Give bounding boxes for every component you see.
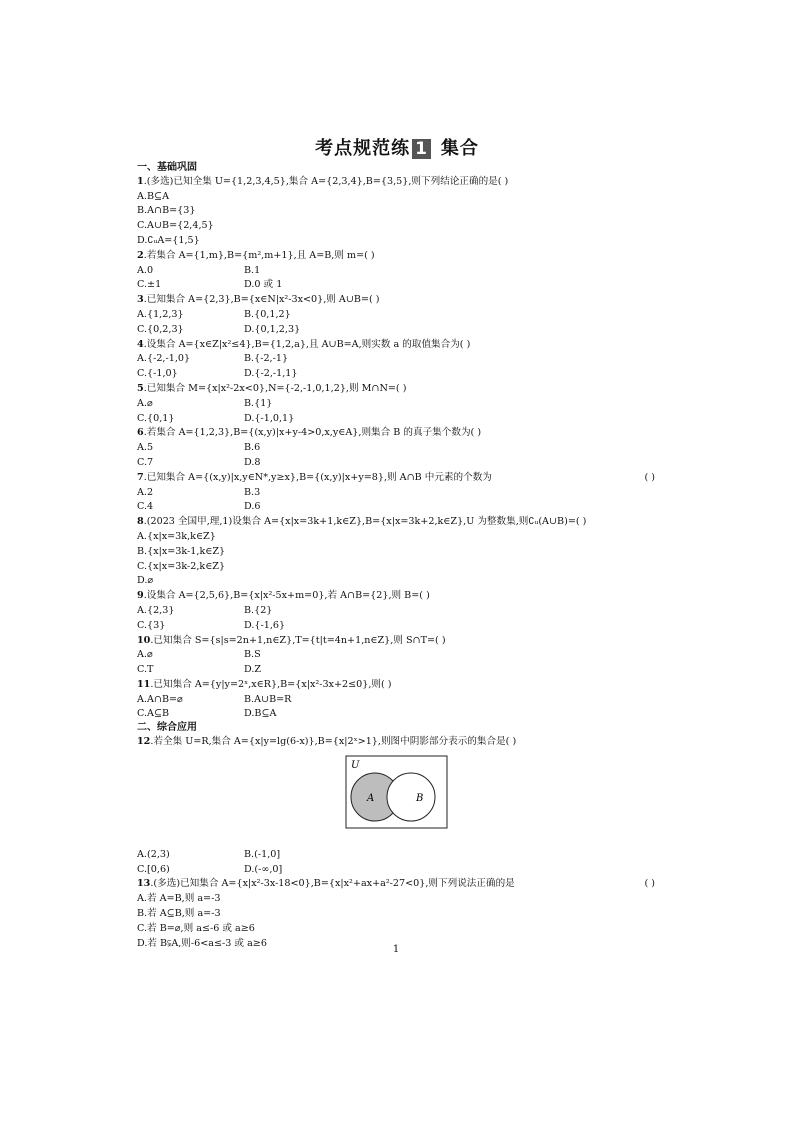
question-7: 7.已知集合 A={(x,y)|x,y∈N*,y≥x},B={(x,y)|x+y=8},则 A∩B 中元素的个数为 ( ) <box>137 471 657 486</box>
q10-options-row1 <box>137 648 657 663</box>
q8-option-b[interactable]: B.{x|x=3k-1,k∈Z} <box>137 545 226 557</box>
q6-option-a[interactable]: A.5 <box>137 442 154 454</box>
q13-option-b[interactable]: B.若 A⊆B,则 a=-3 <box>137 908 221 920</box>
section-heading-basic: 一、基础巩固 <box>137 162 197 173</box>
page-content <box>137 136 657 951</box>
q6-options-row1 <box>137 441 657 456</box>
question-1: 1.(多选)已知全集 U={1,2,3,4,5},集合 A={2,3,4},B={3,5},则下列结论正确的是( ) <box>137 175 509 187</box>
venn-diagram-container <box>137 750 657 848</box>
q1-option-c[interactable]: C.A∪B={2,4,5} <box>137 220 214 232</box>
q10-option-b[interactable]: B.S <box>244 649 261 661</box>
section-heading-comprehensive: 二、综合应用 <box>137 722 197 734</box>
q2-option-d[interactable]: D.0 或 1 <box>244 279 283 291</box>
q2-options-row2 <box>137 278 657 293</box>
q5-options-row2 <box>137 412 657 427</box>
q5-option-b[interactable]: B.{1} <box>244 397 273 409</box>
q4-option-c[interactable]: C.{-1,0} <box>137 368 178 380</box>
q7-option-d[interactable]: D.6 <box>244 501 261 513</box>
q7-option-a[interactable]: A.2 <box>137 486 154 498</box>
q12-option-d[interactable]: D.(-∞,0] <box>244 863 283 875</box>
venn-label-b: B <box>416 792 424 804</box>
question-12: 12.若全集 U=R,集合 A={x|y=lg(6-x)},B={x|2ˣ>1},则图中阴影部分表示的集合是( ) <box>137 736 517 748</box>
q5-option-d[interactable]: D.{-1,0,1} <box>244 412 295 424</box>
q9-option-a[interactable]: A.{2,3} <box>137 604 175 616</box>
q1-option-b[interactable]: B.A∩B={3} <box>137 205 196 217</box>
q2-option-b[interactable]: B.1 <box>244 264 261 276</box>
question-3: 3.已知集合 A={2,3},B={x∈N|x²-3x<0},则 A∪B=( ) <box>137 294 380 306</box>
q4-option-d[interactable]: D.{-2,-1,1} <box>244 368 298 380</box>
q7-options-row1 <box>137 486 657 501</box>
q12-options-row1 <box>137 848 657 863</box>
q11-option-d[interactable]: D.B⊆A <box>244 708 277 720</box>
q8-option-d[interactable]: D.⌀ <box>137 575 154 587</box>
q13-option-c[interactable]: C.若 B=⌀,则 a≤-6 或 a≥6 <box>137 922 255 934</box>
question-4: 4.设集合 A={x∈Z|x²≤4},B={1,2,a},且 A∪B=A,则实数 a 的取值集合为( ) <box>137 338 471 350</box>
question-8: 8.(2023 全国甲,理,1)设集合 A={x|x=3k+1,k∈Z},B={x|x=3k+2,k∈Z},U 为整数集,则∁ᵤ(A∪B)=( ) <box>137 516 587 528</box>
q5-options-row1 <box>137 397 657 412</box>
q3-option-d[interactable]: D.{0,1,2,3} <box>244 323 301 335</box>
q2-option-a[interactable]: A.0 <box>137 264 154 276</box>
q11-option-c[interactable]: C.A⊆B <box>137 708 170 720</box>
title-prefix: 考点规范练 <box>315 138 411 159</box>
q10-options-row2 <box>137 663 657 678</box>
question-11: 11.已知集合 A={y|y=2ˣ,x∈R},B={x|x²-3x+2≤0},则( ) <box>137 678 392 690</box>
q7-options-row2 <box>137 500 657 515</box>
q3-option-c[interactable]: C.{0,2,3} <box>137 323 184 335</box>
q1-option-d[interactable]: D.∁ᵤA={1,5} <box>137 234 200 246</box>
q7-option-b[interactable]: B.3 <box>244 486 261 498</box>
question-10: 10.已知集合 S={s|s=2n+1,n∈Z},T={t|t=4n+1,n∈Z},则 S∩T=( ) <box>137 634 446 646</box>
question-9: 9.设集合 A={2,5,6},B={x|x²-5x+m=0},若 A∩B={2},则 B=( ) <box>137 590 430 602</box>
q10-option-c[interactable]: C.T <box>137 664 154 676</box>
q3-option-a[interactable]: A.{1,2,3} <box>137 308 184 320</box>
q2-option-c[interactable]: C.±1 <box>137 279 162 291</box>
q4-option-b[interactable]: B.{-2,-1} <box>244 353 289 365</box>
q4-options-row2 <box>137 367 657 382</box>
question-6: 6.若集合 A={1,2,3},B={(x,y)|x+y-4>0,x,y∈A},则集合 B 的真子集个数为( ) <box>137 427 482 439</box>
q2-options-row1 <box>137 264 657 279</box>
q6-option-c[interactable]: C.7 <box>137 456 154 468</box>
q4-options-row1 <box>137 352 657 367</box>
q3-options-row2 <box>137 323 657 338</box>
page-number: 1 <box>392 944 400 955</box>
q8-option-a[interactable]: A.{x|x=3k,k∈Z} <box>137 530 216 542</box>
q12-option-b[interactable]: B.(-1,0] <box>244 848 281 860</box>
title-suffix: 集合 <box>440 138 479 159</box>
q5-option-a[interactable]: A.⌀ <box>137 397 153 409</box>
question-5: 5.已知集合 M={x|x²-2x<0},N={-2,-1,0,1,2},则 M∩N=( ) <box>137 382 407 394</box>
q9-option-c[interactable]: C.{3} <box>137 619 166 631</box>
q9-options-row2 <box>137 619 657 634</box>
q7-option-c[interactable]: C.4 <box>137 501 154 513</box>
q7-answer-paren: ( ) <box>644 471 655 483</box>
q11-option-a[interactable]: A.A∩B=⌀ <box>137 693 183 705</box>
q13-option-a[interactable]: A.若 A=B,则 a=-3 <box>137 893 221 905</box>
q3-options-row1 <box>137 308 657 323</box>
q1-option-a[interactable]: A.B⊆A <box>137 190 169 202</box>
q11-options-row1 <box>137 693 657 708</box>
q6-option-d[interactable]: D.8 <box>244 456 261 468</box>
q12-options-row2 <box>137 863 657 878</box>
q11-options-row2 <box>137 707 657 722</box>
title-number-badge: 1 <box>412 139 431 159</box>
venn-diagram <box>345 755 448 829</box>
q13-answer-paren: ( ) <box>644 878 655 890</box>
q5-option-c[interactable]: C.{0,1} <box>137 412 175 424</box>
q6-option-b[interactable]: B.6 <box>244 442 261 454</box>
q12-option-a[interactable]: A.(2,3) <box>137 848 170 860</box>
q8-option-c[interactable]: C.{x|x=3k-2,k∈Z} <box>137 560 226 572</box>
q13-option-d[interactable]: D.若 B⫋A,则-6<a≤-3 或 a≥6 <box>137 937 267 949</box>
question-2: 2.若集合 A={1,m},B={m²,m+1},且 A=B,则 m=( ) <box>137 249 375 261</box>
q10-option-a[interactable]: A.⌀ <box>137 649 153 661</box>
q11-option-b[interactable]: B.A∪B=R <box>244 693 292 705</box>
q4-option-a[interactable]: A.{-2,-1,0} <box>137 353 191 365</box>
question-13: 13.(多选)已知集合 A={x|x²-3x-18<0},B={x|x²+ax+a²-27<0},则下列说法正确的是 ( ) <box>137 877 657 892</box>
q3-option-b[interactable]: B.{0,1,2} <box>244 308 291 320</box>
venn-label-u: U <box>351 759 360 771</box>
q10-option-d[interactable]: D.Z <box>244 664 262 676</box>
page-title <box>137 136 657 162</box>
venn-circle-b <box>387 773 435 821</box>
q12-option-c[interactable]: C.[0,6) <box>137 863 170 875</box>
q9-option-b[interactable]: B.{2} <box>244 604 273 616</box>
venn-label-a: A <box>367 792 375 804</box>
q9-option-d[interactable]: D.{-1,6} <box>244 619 286 631</box>
q6-options-row2 <box>137 456 657 471</box>
q9-options-row1 <box>137 604 657 619</box>
